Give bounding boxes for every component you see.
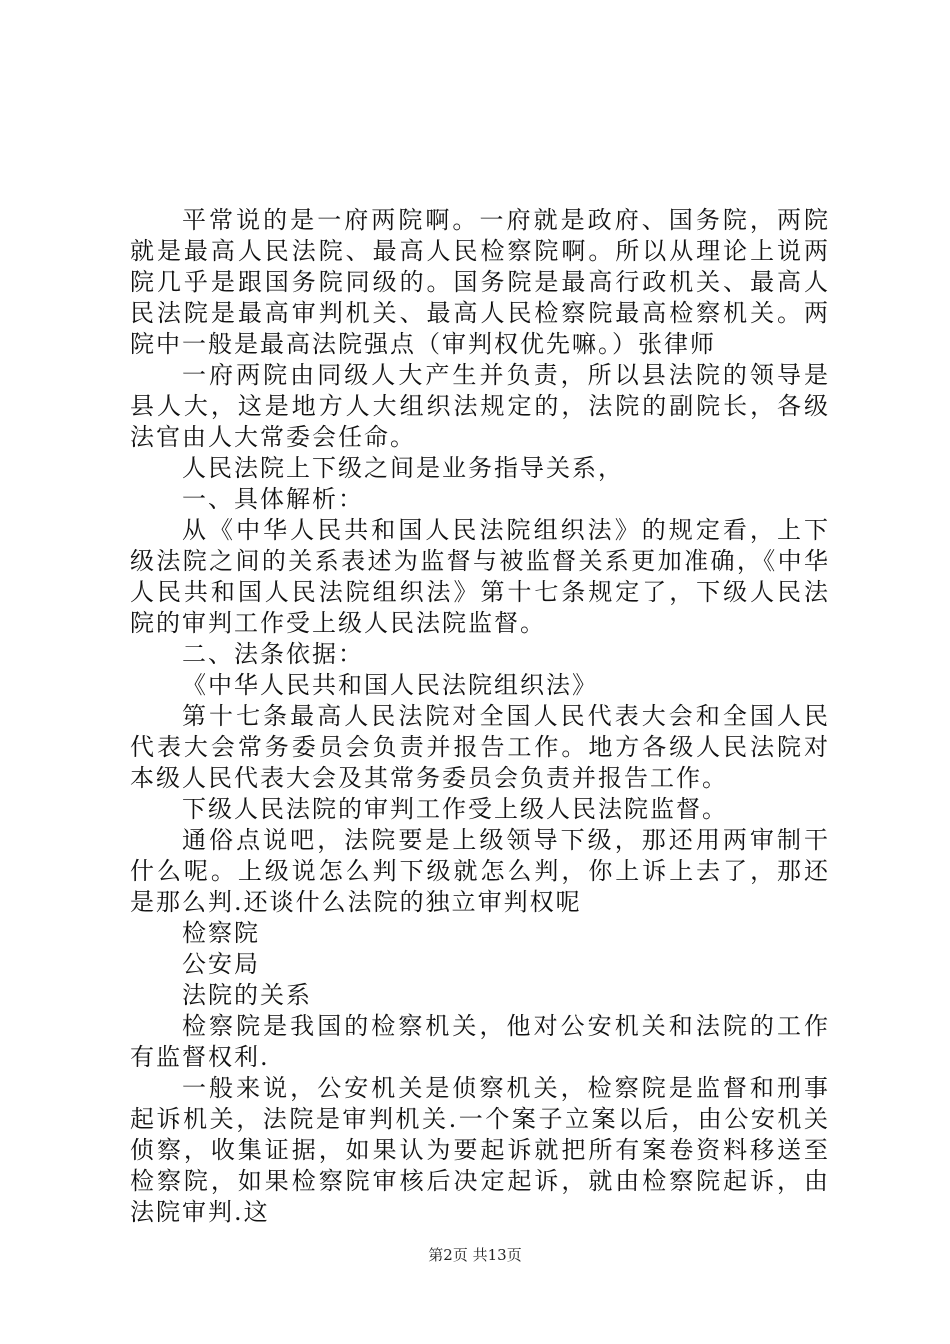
paragraph: 公安局 <box>182 950 260 978</box>
paragraph: 一府两院由同级人大产生并负责，所以县法院的领导是县人大，这是地方人大组织法规定的，法院的副院长，各级法官由人大常委会任命。 <box>130 361 830 451</box>
paragraph: 二、法条依据： <box>182 640 364 668</box>
page-footer: 第2页 共13页 <box>428 1246 522 1264</box>
paragraph: 下级人民法院的审判工作受上级人民法院监督。 <box>182 795 728 823</box>
paragraph: 平常说的是一府两院啊。一府就是政府、国务院，两院就是最高人民法院、最高人民检察院啊。所以从理论上说两院几乎是跟国务院同级的。国务院是最高行政机关、最高人民法院是最高审判机关、最高人民检察院最高检察机关。两院中一般是最高法院强点（审判权优先嘛。）张律师 <box>130 206 830 358</box>
paragraph: 通俗点说吧，法院要是上级领导下级，那还用两审制干什么呢。上级说怎么判下级就怎么判，你上诉上去了，那还是那么判.还谈什么法院的独立审判权呢 <box>130 826 830 916</box>
paragraph: 《中华人民共和国人民法院组织法》 <box>182 671 598 699</box>
paragraph: 人民法院上下级之间是业务指导关系， <box>182 454 624 482</box>
document-body <box>130 205 830 1228</box>
paragraph: 一般来说，公安机关是侦察机关，检察院是监督和刑事起诉机关，法院是审判机关.一个案子立案以后，由公安机关侦察，收集证据，如果认为要起诉就把所有案卷资料移送至检察院，如果检察院审核后决定起诉，就由检察院起诉，由法院审判.这 <box>130 1074 830 1226</box>
paragraph: 检察院 <box>182 919 260 947</box>
paragraph: 一、具体解析： <box>182 485 364 513</box>
paragraph: 检察院是我国的检察机关，他对公安机关和法院的工作有监督权利. <box>130 1012 830 1071</box>
paragraph: 第十七条最高人民法院对全国人民代表大会和全国人民代表大会常务委员会负责并报告工作。地方各级人民法院对本级人民代表大会及其常务委员会负责并报告工作。 <box>130 702 830 792</box>
paragraph: 从《中华人民共和国人民法院组织法》的规定看，上下级法院之间的关系表述为监督与被监督关系更加准确，《中华人民共和国人民法院组织法》第十七条规定了，下级人民法院的审判工作受上级人民法院监督。 <box>130 516 830 637</box>
paragraph: 法院的关系 <box>182 981 312 1009</box>
